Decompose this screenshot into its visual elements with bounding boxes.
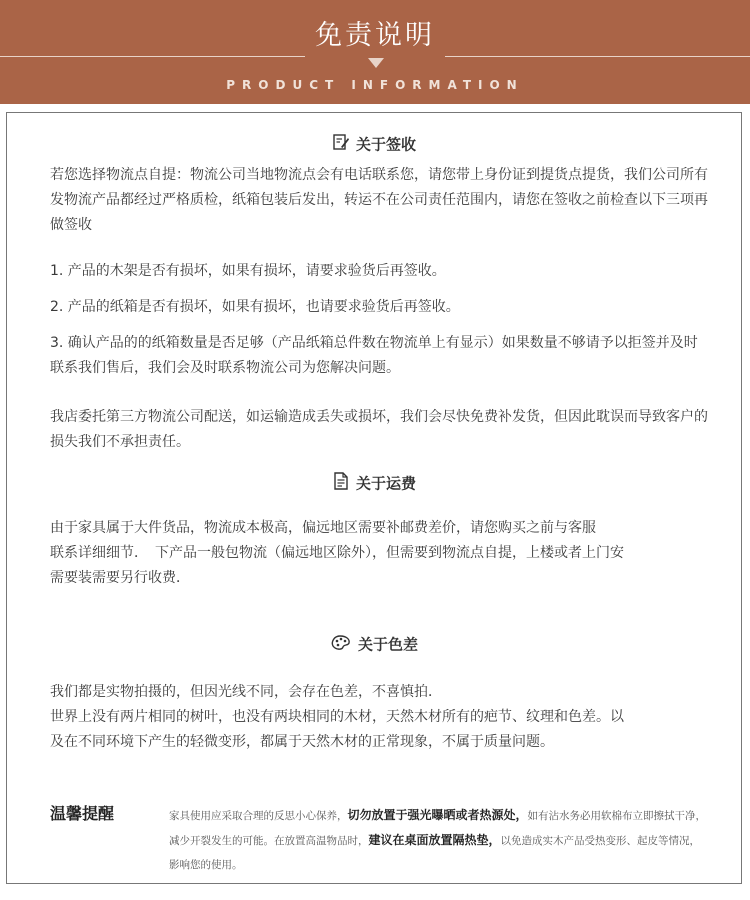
- color-line-2: 世界上没有两片相同的树叶，也没有两块相同的木材，天然木材所有的疤节、纹理和色差。以: [50, 709, 624, 725]
- header-notch-icon: [368, 58, 384, 68]
- palette-icon: [330, 633, 352, 655]
- tip-text: [169, 803, 709, 877]
- tip-bold-2: 建议在桌面放置隔热垫，: [368, 833, 501, 847]
- header-banner: [0, 0, 750, 104]
- color-line-3: 及在不同环境下产生的轻微变形，都属于天然木材的正常现象，不属于质量问题。: [50, 734, 554, 750]
- freight-line-1: 由于家具属于大件货品，物流成本极高，偏远地区需要补邮费差价，请您购买之前与客服: [50, 520, 596, 536]
- tip-text-1: 家具使用应采取合理的反思小心保养，: [169, 810, 348, 822]
- sign-item-1: 1. 产品的木架是否有损坏，如果有损坏，请要求验货后再签收。: [50, 263, 446, 279]
- freight-line-2: 联系详细细节． 下产品一般包物流（偏远地区除外），但需要到物流点自提，上楼或者上门安: [50, 545, 624, 561]
- section-title-color-label: 关于色差: [357, 635, 418, 654]
- freight-line-3: 需要装需要另行收费．: [50, 570, 190, 586]
- section-title-sign-label: 关于签收: [355, 135, 416, 154]
- section-title-freight: [7, 471, 741, 495]
- page-title: 免责说明: [315, 20, 435, 51]
- document-list-icon: [332, 471, 350, 495]
- sign-item-2: 2. 产品的纸箱是否有损坏，如果有损坏，也请要求验货后再签收。: [50, 299, 460, 315]
- edit-document-icon: [332, 133, 350, 155]
- page-subtitle: PRODUCT INFORMATION: [226, 78, 524, 92]
- disclaimer-panel: [6, 112, 742, 884]
- color-line-1: 我们都是实物拍摄的，但因光线不同，会存在色差，不喜慎拍．: [50, 684, 442, 700]
- section-title-freight-label: 关于运费: [355, 474, 416, 493]
- section-title-sign: [7, 133, 741, 155]
- tip-text-2: 如有沾水务必用软棉布立即擦拭干净，减少开裂发生的可能。在放置高温物品时，: [169, 810, 707, 847]
- sign-item-3: 3. 确认产品的的纸箱数量是否足够（产品纸箱总件数在物流单上有显示）如果数量不够请予以拒签并及时联系我们售后，我们会及时联系物流公司为您解决问题。: [50, 335, 698, 376]
- section-title-color: [7, 633, 741, 655]
- tip-text-3: 以免造成实木产品受热变形、起皮等情况，影响您的使用。: [169, 835, 701, 871]
- tip-label: 温馨提醒: [50, 804, 115, 823]
- sign-outro-text: 我店委托第三方物流公司配送，如运输造成丢失或损坏，我们会尽快免费补发货，但因此耽误而导致客户的损失我们不承担责任。: [50, 409, 708, 450]
- sign-intro-text: 若您选择物流点自提：物流公司当地物流点会有电话联系您，请您带上身份证到提货点提货，我们公司所有发物流产品都经过严格质检，纸箱包装后发出，转运不在公司责任范围内，请您在签收之前检查以下三项再做签收: [50, 167, 708, 233]
- tip-bold-1: 切勿放置于强光曝晒或者热源处，: [347, 808, 528, 822]
